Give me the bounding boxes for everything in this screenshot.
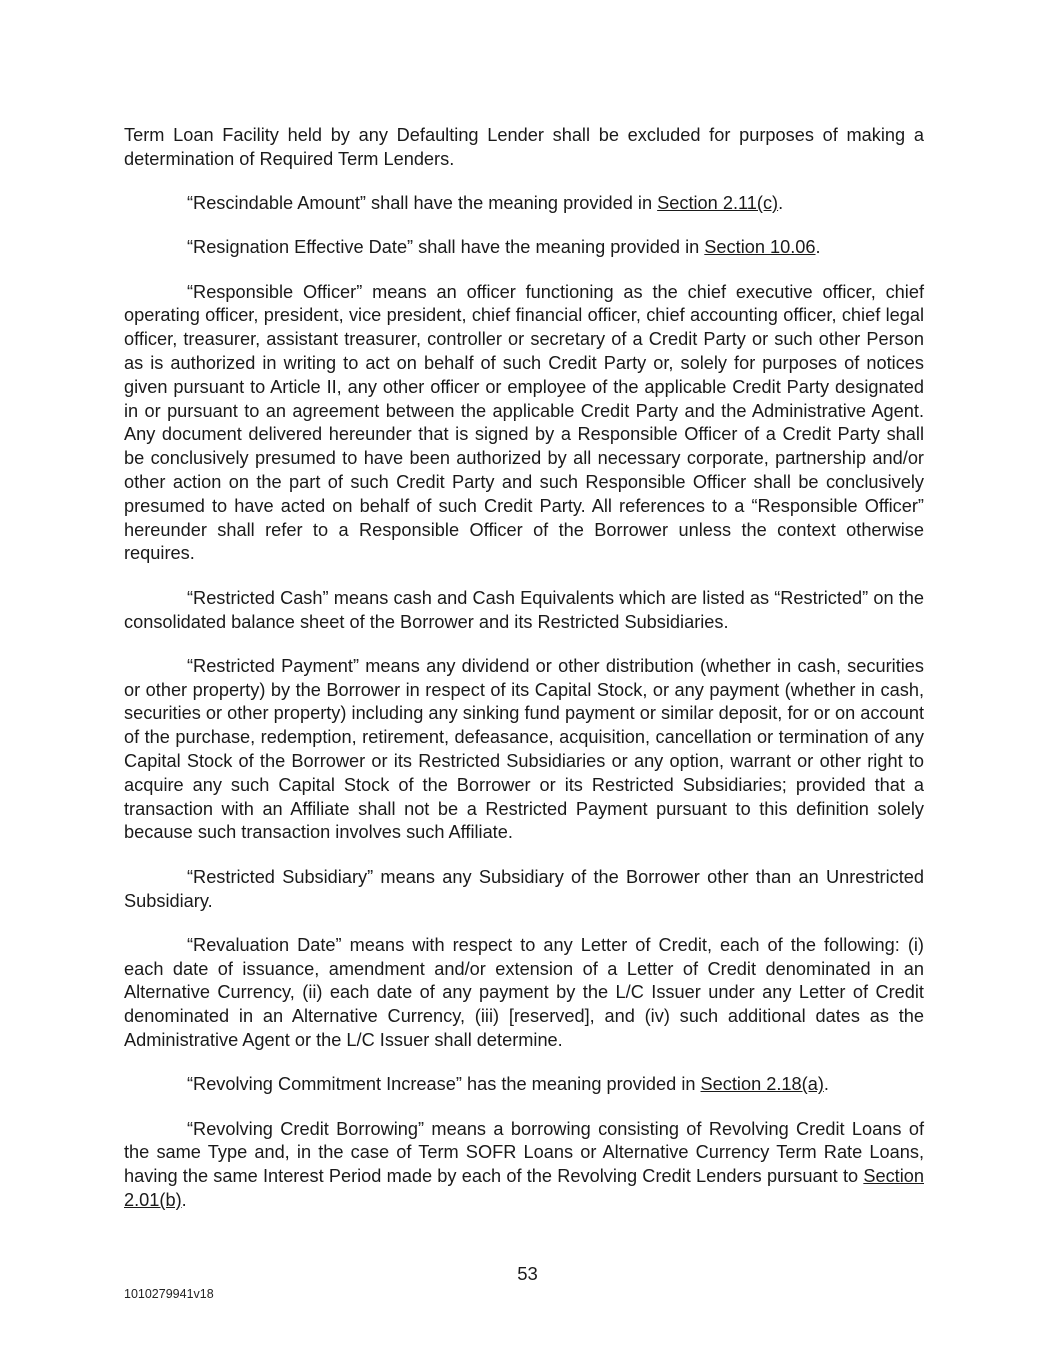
definition-rescindable-amount [124, 192, 924, 216]
definition-restricted-payment: “Restricted Payment” means any dividend or other distribution (whether in cash, securities or other property) by the Borrower in respect of its Capital Stock, or any payment (whether in cash, securities or other property) including any sinking fund payment or similar deposit, for or on account of the purchase, redemption, retirement, defeasance, acquisition, cancellation or termination of any Capital Stock of the Borrower or its Restricted Subsidiaries or any option, warrant or other right to acquire any such Capital Stock of the Borrower or its Restricted Subsidiaries; provided that a transaction with an Affiliate shall not be a Restricted Payment pursuant to this definition solely because such transaction involves such Affiliate. [124, 655, 924, 843]
definition-responsible-officer: “Responsible Officer” means an officer functioning as the chief executive officer, chief operating officer, president, vice president, chief financial officer, chief accounting officer, chief legal officer, treasurer, assistant treasurer, controller or secretary of a Credit Party or such other Person as is authorized in writing to act on behalf of such Credit Party or, solely for purposes of notices given pursuant to Article II, any other officer or employee of the applicable Credit Party designated in or pursuant to an agreement between the applicable Credit Party and the Administrative Agent. Any document delivered hereunder that is signed by a Responsible Officer of a Credit Party shall be conclusively presumed to have been authorized by all necessary corporate, partnership and/or other action on the part of such Credit Party and such Responsible Officer shall be conclusively presumed to have acted on behalf of such Credit Party. All references to a “Responsible Officer” hereunder shall refer to a Responsible Officer of the Borrower unless the context otherwise requires. [124, 281, 924, 564]
definition-text-end: . [823, 1074, 829, 1095]
document-body [124, 124, 924, 1233]
definition-text-end: . [778, 193, 784, 214]
definition-text-end: . [181, 1189, 187, 1210]
definition-text-end: . [815, 237, 821, 258]
definition-text: “Revolving Commitment Increase” has the meaning provided in [187, 1074, 701, 1095]
paragraph-term-loan-continuation: Term Loan Facility held by any Defaulting Lender shall be excluded for purposes of making a determination of Required Term Lenders. [124, 125, 924, 169]
section-reference-link[interactable]: Section 2.18(a) [700, 1074, 824, 1095]
page-number: 53 [517, 1263, 538, 1284]
section-reference-link[interactable]: Section 10.06 [704, 237, 816, 258]
definition-resignation-effective-date [124, 236, 924, 260]
definition-text: “Revolving Credit Borrowing” means a borrowing consisting of Revolving Credit Loans of the same Type and, in the case of Term SOFR Loans or Alternative Currency Term Rate Loans, having the same Interest Period made by each of the Revolving Credit Lenders pursuant to [124, 1118, 924, 1187]
definition-revolving-commitment-increase [124, 1073, 924, 1097]
section-reference-link[interactable]: Section 2.11(c) [657, 193, 779, 214]
definition-revaluation-date: “Revaluation Date” means with respect to any Letter of Credit, each of the following: (i) each date of issuance, amendment and/or extension of a Letter of Credit denominated in an Alternative Currency, (ii) each date of any payment by the L/C Issuer under any Letter of Credit denominated in an Alternative Currency, (iii) [reserved], and (iv) such additional dates as the Administrative Agent or the L/C Issuer shall determine. [124, 934, 924, 1050]
definition-text: “Resignation Effective Date” shall have the meaning provided in [187, 237, 705, 258]
document-id: 1010279941v18 [124, 1287, 214, 1301]
definition-restricted-cash: “Restricted Cash” means cash and Cash Equivalents which are listed as “Restricted” on the consolidated balance sheet of the Borrower and its Restricted Subsidiaries. [124, 587, 924, 632]
definition-revolving-credit-borrowing [124, 1118, 924, 1213]
definition-restricted-subsidiary: “Restricted Subsidiary” means any Subsidiary of the Borrower other than an Unrestricted Subsidiary. [124, 866, 924, 911]
definition-text: “Rescindable Amount” shall have the meaning provided in [187, 193, 658, 214]
section-reference-link[interactable]: Section 2.01(b) [124, 1166, 924, 1210]
